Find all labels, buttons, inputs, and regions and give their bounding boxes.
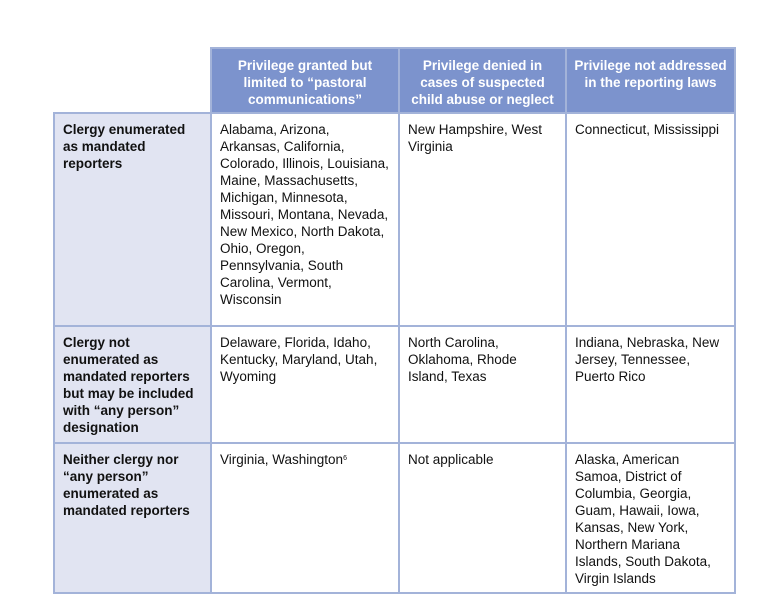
column-header-pastoral: Privilege granted but limited to “pastoral communications” (211, 48, 399, 113)
table-cell: New Hampshire, West Virginia (399, 113, 566, 326)
table-cell: Alabama, Arizona, Arkansas, California, Colorado, Illinois, Louisiana, Maine, Massachusetts, Michigan, Minnesota, Missouri, Montana, Nevada, New Mexico, North Dakota, Ohio, Oregon, Pennsylvania, South Carolina, Vermont, Wisconsin (211, 113, 399, 326)
table-cell: Not applicable (399, 443, 566, 593)
row-header-clergy-enumerated: Clergy enumerated as mandated reporters (54, 113, 211, 326)
header-row (54, 48, 735, 113)
corner-cell (54, 48, 211, 113)
table-row (54, 443, 735, 593)
table-cell: Indiana, Nebraska, New Jersey, Tennessee, Puerto Rico (566, 326, 735, 443)
table-row (54, 113, 735, 326)
table-row (54, 326, 735, 443)
table-cell (211, 443, 399, 593)
footnote-marker: 6 (343, 455, 347, 462)
table-cell: North Carolina, Oklahoma, Rhode Island, Texas (399, 326, 566, 443)
privilege-table-container (53, 47, 734, 594)
column-header-denied: Privilege denied in cases of suspected child abuse or neglect (399, 48, 566, 113)
table-cell: Delaware, Florida, Idaho, Kentucky, Maryland, Utah, Wyoming (211, 326, 399, 443)
column-header-not-addressed: Privilege not addressed in the reporting laws (566, 48, 735, 113)
row-header-neither: Neither clergy nor “any person” enumerated as mandated reporters (54, 443, 211, 593)
clergy-privilege-table (53, 47, 736, 594)
table-cell: Connecticut, Mississippi (566, 113, 735, 326)
cell-text: Virginia, Washington (220, 452, 344, 467)
row-header-any-person: Clergy not enumerated as mandated reporters but may be included with “any person” designation (54, 326, 211, 443)
table-cell: Alaska, American Samoa, District of Columbia, Georgia, Guam, Hawaii, Iowa, Kansas, New York, Northern Mariana Islands, South Dakota, Virgin Islands (566, 443, 735, 593)
